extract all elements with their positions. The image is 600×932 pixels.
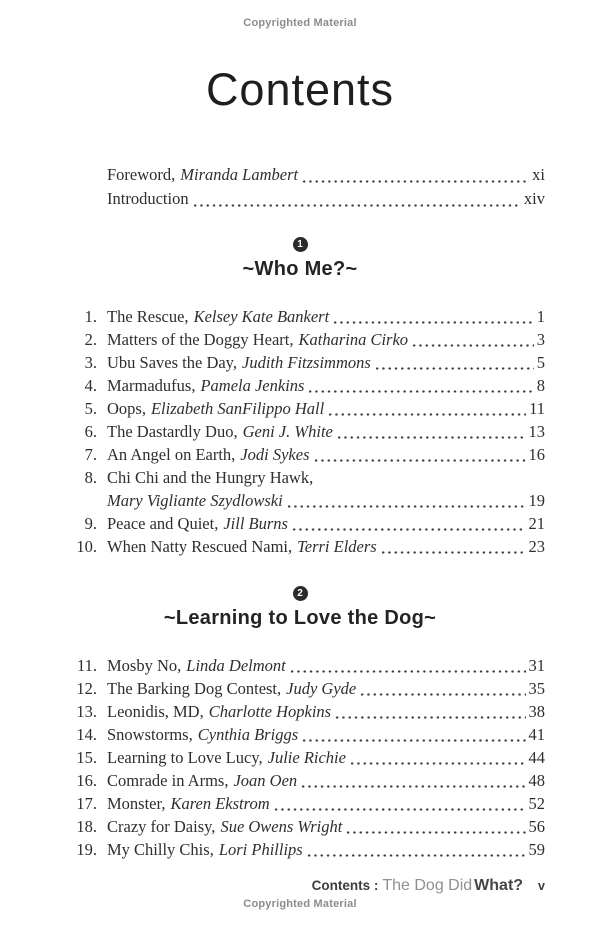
- section-number-badge: 2: [293, 586, 308, 601]
- entry-author: Elizabeth SanFilippo Hall: [150, 399, 325, 418]
- entry-page-number: 19: [528, 491, 545, 510]
- entry-page-number: 44: [528, 748, 545, 767]
- entry-number: 2.: [84, 330, 97, 349]
- toc-content: [0, 163, 600, 861]
- toc-entry-row: [55, 466, 545, 489]
- entry-number: 7.: [84, 445, 97, 464]
- entry-page-number: 13: [528, 422, 545, 441]
- entry-page-number: 31: [528, 656, 545, 675]
- toc-entry-row: [55, 305, 545, 328]
- entry-number: 19.: [76, 840, 97, 859]
- entry-page-number: xi: [532, 165, 545, 184]
- entry-number: 15.: [76, 748, 97, 767]
- toc-entry-row: [55, 838, 545, 861]
- entry-page-number: 21: [528, 514, 545, 533]
- toc-entry-row: [55, 677, 545, 700]
- toc-entry-row: [55, 397, 545, 420]
- entry-page-number: 8: [536, 376, 545, 395]
- entry-author: Sue Owens Wright: [220, 817, 343, 836]
- toc-entry-row: [55, 815, 545, 838]
- entry-title: Leonidis, MD,: [107, 702, 204, 721]
- section-badge-wrap: [55, 235, 545, 252]
- entry-number: 10.: [76, 537, 97, 556]
- dot-leader: [327, 397, 526, 420]
- entry-number: 11.: [76, 656, 97, 675]
- toc-entry-row: [55, 654, 545, 677]
- entry-page-number: 11: [529, 399, 545, 418]
- footer-section-label: Contents :: [311, 878, 379, 893]
- section-heading: ~Learning to Love the Dog~: [163, 607, 437, 629]
- entry-title: An Angel on Earth,: [107, 445, 236, 464]
- toc-entry-row: [55, 420, 545, 443]
- entry-title: Chi Chi and the Hungry Hawk,: [107, 468, 314, 487]
- entry-number: 3.: [84, 353, 97, 372]
- entry-author: Jill Burns: [223, 514, 288, 533]
- dot-leader: [374, 351, 534, 374]
- dot-leader: [411, 328, 534, 351]
- entry-title: Crazy for Daisy,: [107, 817, 216, 836]
- entry-title: The Dastardly Duo,: [107, 422, 238, 441]
- entry-page-number: 59: [528, 840, 545, 859]
- entry-title: Comrade in Arms,: [107, 771, 229, 790]
- entry-number: 18.: [76, 817, 97, 836]
- entry-title: Oops,: [107, 399, 146, 418]
- entry-page-number: 3: [536, 330, 545, 349]
- section-entries: [55, 305, 545, 558]
- entry-title: Peace and Quiet,: [107, 514, 219, 533]
- entry-page-number: 35: [528, 679, 545, 698]
- entry-page-number: xiv: [523, 189, 545, 208]
- toc-entry-row: [55, 489, 545, 512]
- entry-page-number: 41: [528, 725, 545, 744]
- dot-leader: [286, 489, 526, 512]
- dot-leader: [300, 769, 525, 792]
- entry-number: 17.: [76, 794, 97, 813]
- front-matter-row: [55, 163, 545, 187]
- toc-entry-row: [55, 328, 545, 351]
- dot-leader: [332, 305, 534, 328]
- entry-number: 14.: [76, 725, 97, 744]
- copyright-notice-bottom: Copyrighted Material: [243, 898, 357, 910]
- dot-leader: [380, 535, 526, 558]
- entry-author: Pamela Jenkins: [200, 376, 305, 395]
- entry-title: Mosby No,: [107, 656, 182, 675]
- entry-number: 8.: [84, 468, 97, 487]
- entry-page-number: 16: [528, 445, 545, 464]
- dot-leader: [307, 374, 533, 397]
- entry-author: Charlotte Hopkins: [208, 702, 332, 721]
- front-matter-list: [55, 163, 545, 211]
- entry-title: When Natty Rescued Nami,: [107, 537, 293, 556]
- entry-page-number: 1: [536, 307, 545, 326]
- toc-entry-row: [55, 792, 545, 815]
- entry-author: Lori Phillips: [218, 840, 303, 859]
- dot-leader: [336, 420, 526, 443]
- toc-entry-row: [55, 769, 545, 792]
- entry-number: 9.: [84, 514, 97, 533]
- toc-entry-row: [55, 700, 545, 723]
- entry-author: Geni J. White: [242, 422, 333, 441]
- toc-section: [55, 584, 545, 861]
- entry-page-number: 48: [528, 771, 545, 790]
- entry-page-number: 23: [528, 537, 545, 556]
- dot-leader: [301, 163, 529, 187]
- entry-title: The Barking Dog Contest,: [107, 679, 282, 698]
- entry-number: 13.: [76, 702, 97, 721]
- copyright-notice-top: Copyrighted Material: [243, 17, 357, 29]
- entry-author: Judy Gyde: [286, 679, 357, 698]
- dot-leader: [313, 443, 526, 466]
- dot-leader: [289, 654, 526, 677]
- dot-leader: [334, 700, 525, 723]
- entry-author: Kelsey Kate Bankert: [193, 307, 330, 326]
- dot-leader: [273, 792, 526, 815]
- dot-leader: [306, 838, 526, 861]
- entry-title: Learning to Love Lucy,: [107, 748, 263, 767]
- entry-number: 5.: [84, 399, 97, 418]
- dot-leader: [291, 512, 526, 535]
- entry-author: Julie Richie: [267, 748, 346, 767]
- entry-page-number: 5: [536, 353, 545, 372]
- entry-author: Cynthia Briggs: [197, 725, 299, 744]
- toc-entry-row: [55, 723, 545, 746]
- dot-leader: [301, 723, 525, 746]
- entry-title: Introduction: [107, 189, 189, 208]
- entry-author: Mary Vigliante Szydlowski: [107, 491, 283, 510]
- footer-book-title-light: The Dog Did: [382, 877, 473, 894]
- entry-author: Jodi Sykes: [240, 445, 310, 464]
- entry-title: Matters of the Doggy Heart,: [107, 330, 294, 349]
- entry-number: 4.: [84, 376, 97, 395]
- entry-page-number: 52: [528, 794, 545, 813]
- entry-page-number: 38: [528, 702, 545, 721]
- entry-number: 6.: [84, 422, 97, 441]
- entry-author: Karen Ekstrom: [170, 794, 270, 813]
- page-title: Contents: [205, 64, 395, 115]
- toc-entry-row: [55, 535, 545, 558]
- toc-section: [55, 235, 545, 558]
- front-matter-row: [55, 187, 545, 211]
- entry-number: 1.: [84, 307, 97, 326]
- toc-entry-row: [55, 443, 545, 466]
- entry-number: 16.: [76, 771, 97, 790]
- footer-book-title-bold: What?: [474, 877, 524, 894]
- section-entries: [55, 654, 545, 861]
- entry-title: Marmadufus,: [107, 376, 196, 395]
- section-badge-wrap: [55, 584, 545, 601]
- entry-title: Foreword,: [107, 165, 176, 184]
- toc-entry-row: [55, 512, 545, 535]
- entry-title: The Rescue,: [107, 307, 189, 326]
- toc-entry-row: [55, 374, 545, 397]
- dot-leader: [359, 677, 525, 700]
- dot-leader: [192, 187, 521, 211]
- section-number-badge: 1: [293, 237, 308, 252]
- section-heading: ~Who Me?~: [242, 258, 358, 280]
- entry-author: Judith Fitzsimmons: [242, 353, 371, 372]
- toc-sections: [55, 235, 545, 861]
- entry-title: Snowstorms,: [107, 725, 193, 744]
- entry-author: Linda Delmont: [186, 656, 286, 675]
- dot-leader: [345, 815, 525, 838]
- footer-page-number: v: [538, 879, 545, 893]
- dot-leader: [349, 746, 526, 769]
- entry-author: Terri Elders: [297, 537, 377, 556]
- page-footer: [312, 877, 545, 895]
- entry-title: Monster,: [107, 794, 166, 813]
- entry-page-number: 56: [528, 817, 545, 836]
- entry-title: My Chilly Chis,: [107, 840, 214, 859]
- entry-author: Katharina Cirko: [298, 330, 409, 349]
- entry-number: 12.: [76, 679, 97, 698]
- toc-entry-row: [55, 746, 545, 769]
- toc-entry-row: [55, 351, 545, 374]
- entry-author: Miranda Lambert: [180, 165, 299, 184]
- entry-title: Ubu Saves the Day,: [107, 353, 237, 372]
- entry-author: Joan Oen: [233, 771, 298, 790]
